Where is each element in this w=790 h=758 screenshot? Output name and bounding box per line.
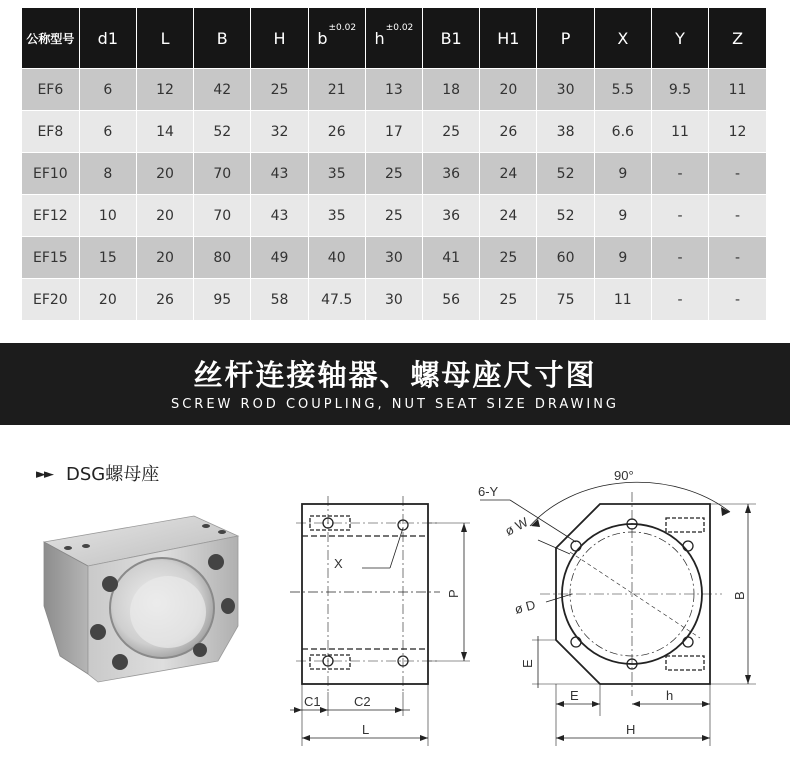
table-cell: 25 [423, 111, 480, 153]
table-cell: 26 [136, 279, 193, 321]
table-cell: - [709, 279, 766, 321]
label-w: ø W [502, 514, 531, 539]
col-header [79, 8, 136, 69]
label-e-side: E [520, 659, 535, 668]
table-cell: 58 [251, 279, 308, 321]
label-d: ø D [512, 596, 538, 617]
col-header [423, 8, 480, 69]
col-header-label: P [560, 28, 571, 48]
table-cell: 49 [251, 237, 308, 279]
table-cell: 25 [365, 153, 422, 195]
model-cell: EF6 [22, 69, 79, 111]
col-header-label: L [160, 28, 170, 48]
table-cell: 25 [480, 279, 537, 321]
table-row [22, 69, 766, 111]
col-header-label: B1 [440, 28, 462, 48]
table-cell: 20 [480, 69, 537, 111]
model-cell: EF12 [22, 195, 79, 237]
technical-drawing [270, 456, 790, 758]
tolerance-label: ±0.02 [385, 23, 414, 34]
table-cell: 20 [79, 279, 136, 321]
table-body [22, 69, 766, 321]
col-header [136, 8, 193, 69]
table-cell: 25 [480, 237, 537, 279]
col-header-label: B [216, 28, 228, 48]
table-row [22, 111, 766, 153]
table-cell: 42 [194, 69, 251, 111]
table-cell: 43 [251, 195, 308, 237]
table-cell: 6 [79, 111, 136, 153]
table-cell: 21 [308, 69, 365, 111]
col-header-model [22, 8, 79, 69]
table-cell: 24 [480, 153, 537, 195]
col-header [594, 8, 651, 69]
table-cell: 30 [365, 237, 422, 279]
banner-subtitle: SCREW ROD COUPLING, NUT SEAT SIZE DRAWING [170, 397, 620, 412]
label-h-big: H [626, 722, 636, 737]
table-cell: 18 [423, 69, 480, 111]
table-cell: 52 [537, 153, 594, 195]
table-cell: - [709, 153, 766, 195]
table-cell: 40 [308, 237, 365, 279]
table-cell: 32 [251, 111, 308, 153]
table-cell: 47.5 [308, 279, 365, 321]
model-cell: EF8 [22, 111, 79, 153]
model-cell: EF10 [22, 153, 79, 195]
table-cell: - [651, 195, 708, 237]
table-cell: 41 [423, 237, 480, 279]
table-cell: 25 [251, 69, 308, 111]
table-cell: 12 [709, 111, 766, 153]
table-cell: 35 [308, 195, 365, 237]
col-header [194, 8, 251, 69]
table-row [22, 153, 766, 195]
table-cell: 9.5 [651, 69, 708, 111]
table-cell: 12 [136, 69, 193, 111]
model-cell: EF15 [22, 237, 79, 279]
table-cell: 52 [194, 111, 251, 153]
col-header [480, 8, 537, 69]
col-header [251, 8, 308, 69]
table-cell: - [651, 153, 708, 195]
label-b: B [732, 591, 747, 600]
table-cell: 6.6 [594, 111, 651, 153]
table-cell: 9 [594, 153, 651, 195]
table-cell: 20 [136, 195, 193, 237]
label-angle: 90° [614, 468, 634, 483]
section-heading-label: DSG螺母座 [66, 464, 160, 485]
table-cell: 25 [365, 195, 422, 237]
table-cell: 11 [709, 69, 766, 111]
label-h-small: h [666, 688, 674, 703]
label-6y: 6-Y [478, 484, 499, 499]
col-header-label: Z [732, 28, 744, 48]
table-cell: 15 [79, 237, 136, 279]
table-cell: 70 [194, 153, 251, 195]
banner-title: 丝杆连接轴器、螺母座尺寸图 [193, 358, 597, 392]
section-heading [36, 460, 159, 486]
spec-table [22, 8, 766, 320]
table-cell: 95 [194, 279, 251, 321]
table-cell: 38 [537, 111, 594, 153]
col-header [308, 8, 365, 69]
table-cell: 13 [365, 69, 422, 111]
table-cell: 36 [423, 153, 480, 195]
table-cell: 20 [136, 153, 193, 195]
table-cell: 6 [79, 69, 136, 111]
table-row [22, 279, 766, 321]
label-c2: C2 [354, 694, 371, 709]
col-header-label: Y [675, 28, 685, 48]
table-cell: 24 [480, 195, 537, 237]
col-header [537, 8, 594, 69]
col-header [365, 8, 422, 69]
table-cell: 36 [423, 195, 480, 237]
col-header [709, 8, 766, 69]
table-cell: 56 [423, 279, 480, 321]
table-cell: 75 [537, 279, 594, 321]
table-cell: 70 [194, 195, 251, 237]
label-e-bottom: E [570, 688, 579, 703]
table-cell: 52 [537, 195, 594, 237]
table-cell: 11 [594, 279, 651, 321]
col-header-label: b [317, 28, 328, 48]
table-cell: 26 [480, 111, 537, 153]
table-cell: 30 [537, 69, 594, 111]
label-x: X [334, 556, 343, 571]
table-cell: 43 [251, 153, 308, 195]
col-header-label: h [374, 28, 385, 48]
table-cell: 80 [194, 237, 251, 279]
label-c1: C1 [304, 694, 321, 709]
table-cell: 8 [79, 153, 136, 195]
col-header-label: d1 [97, 28, 118, 48]
col-header [651, 8, 708, 69]
table-cell: 10 [79, 195, 136, 237]
table-row [22, 195, 766, 237]
nut-seat-photo [38, 496, 248, 686]
table-cell: - [709, 237, 766, 279]
label-l: L [362, 722, 370, 737]
section-banner [0, 343, 790, 425]
table-cell: 30 [365, 279, 422, 321]
table-cell: 5.5 [594, 69, 651, 111]
table-cell: 14 [136, 111, 193, 153]
col-header-label: X [617, 28, 629, 48]
table-header-row [22, 8, 766, 69]
table-cell: - [651, 279, 708, 321]
table-cell: 17 [365, 111, 422, 153]
table-cell: 60 [537, 237, 594, 279]
table-row [22, 237, 766, 279]
table-cell: 9 [594, 195, 651, 237]
model-cell: EF20 [22, 279, 79, 321]
double-arrow-icon: ►► [36, 467, 52, 482]
table-cell: 9 [594, 237, 651, 279]
label-p: P [446, 589, 461, 598]
table-cell: 20 [136, 237, 193, 279]
col-header-label: H1 [497, 28, 520, 48]
table-cell: - [651, 237, 708, 279]
table-cell: - [709, 195, 766, 237]
col-header-label: 公称型号 [26, 31, 75, 46]
tolerance-label: ±0.02 [328, 23, 357, 34]
table-cell: 35 [308, 153, 365, 195]
col-header-label: H [273, 28, 286, 48]
table-cell: 26 [308, 111, 365, 153]
table-cell: 11 [651, 111, 708, 153]
